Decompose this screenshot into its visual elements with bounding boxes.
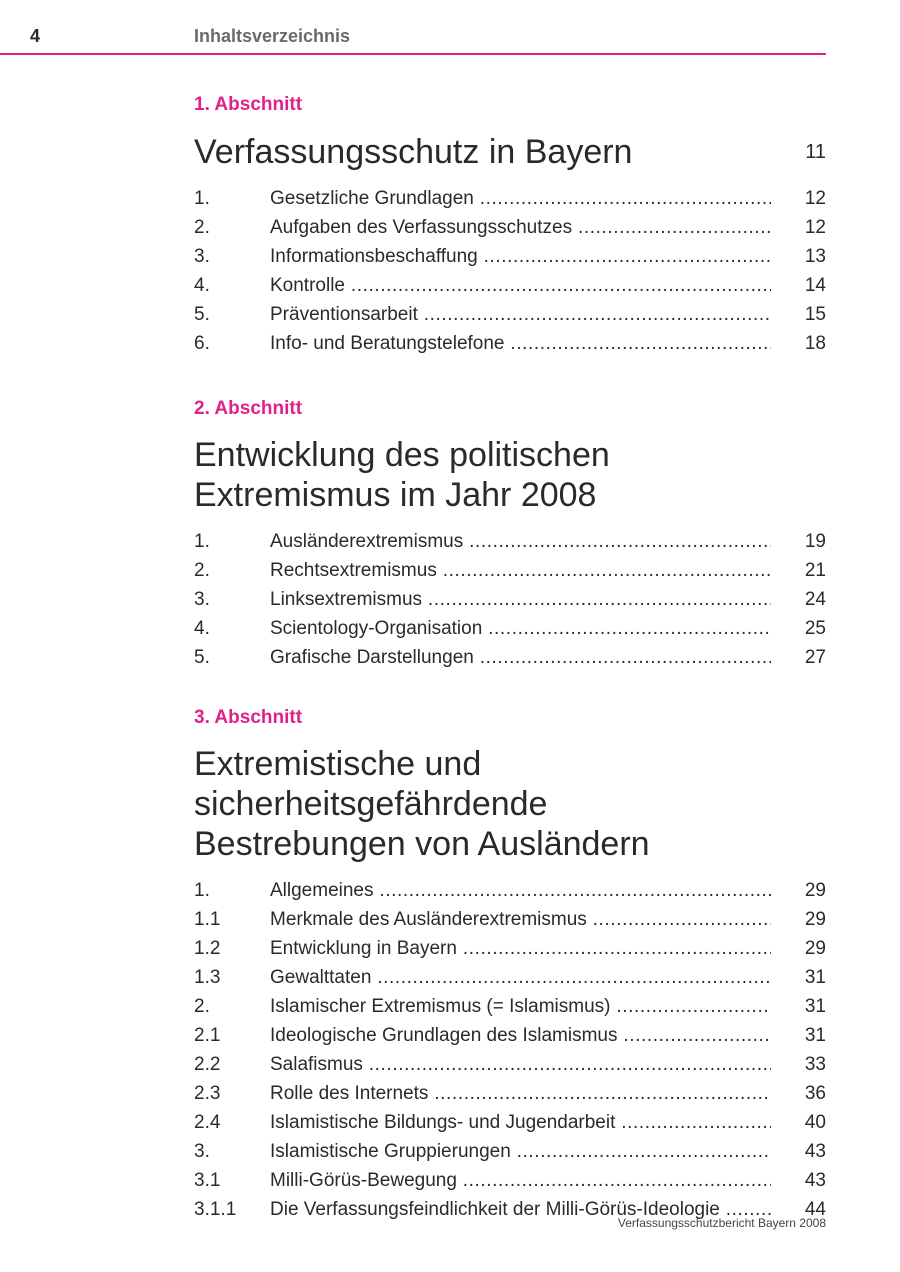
toc-entry[interactable] [194, 992, 826, 1021]
toc-entry[interactable] [194, 271, 826, 300]
entry-title: Ideologische Grundlagen des Islamismus ..... [270, 1021, 771, 1050]
entry-title: Milli-Görüs-Bewegung ..... [270, 1166, 771, 1195]
entry-title: Rechtsextremismus ..... [270, 556, 771, 585]
entry-title: Informationsbeschaffung ..... [270, 242, 771, 271]
entry-number: 2.4 [194, 1112, 221, 1133]
page-header [0, 0, 826, 55]
section-title-line: Extremismus im Jahr 2008 [194, 476, 597, 514]
toc-section-3 [194, 707, 826, 1224]
entry-page: 24 [804, 589, 826, 610]
toc-entry[interactable] [194, 1050, 826, 1079]
entry-page: 19 [804, 531, 826, 552]
toc-entry[interactable] [194, 963, 826, 992]
entry-page: 29 [804, 938, 826, 959]
entry-page: 25 [804, 618, 826, 639]
entry-title: Scientology-Organisation ..... [270, 614, 771, 643]
section-title-line: Entwicklung des politischen [194, 436, 610, 474]
entry-number: 3.1.1 [194, 1199, 237, 1220]
entry-title: Merkmale des Ausländerextremismus ..... [270, 905, 771, 934]
entry-page: 33 [804, 1054, 826, 1075]
entry-number: 2.1 [194, 1025, 221, 1046]
entry-title: Kontrolle ..... [270, 271, 771, 300]
toc-entry[interactable] [194, 614, 826, 643]
entry-title: Islamistische Gruppierungen ..... [270, 1137, 771, 1166]
entry-number: 1. [194, 880, 210, 901]
toc-entry[interactable] [194, 1166, 826, 1195]
entry-number: 1. [194, 188, 210, 209]
toc-entry[interactable] [194, 1021, 826, 1050]
entry-number: 1. [194, 531, 210, 552]
entry-title: Gesetzliche Grundlagen ..... [270, 184, 771, 213]
entry-number: 3. [194, 589, 210, 610]
toc-section-1 [194, 94, 826, 358]
entry-title: Salafismus ..... [270, 1050, 771, 1079]
entry-number: 1.1 [194, 909, 221, 930]
entry-number: 2. [194, 996, 210, 1017]
page-number: 4 [30, 26, 41, 46]
entry-title: Ausländerextremismus ..... [270, 527, 771, 556]
running-title: Inhaltsverzeichnis [194, 26, 351, 46]
entry-title: Info- und Beratungstelefone ..... [270, 329, 771, 358]
entry-page: 31 [804, 967, 826, 988]
entry-number: 5. [194, 647, 210, 668]
toc-entry[interactable] [194, 876, 826, 905]
toc-entry[interactable] [194, 242, 826, 271]
entry-title: Die Verfassungsfeindlichkeit der Milli-Görüs-Ideologie ..... [270, 1195, 771, 1224]
entry-page: 12 [804, 188, 826, 209]
toc-entry[interactable] [194, 643, 826, 672]
toc-entry[interactable] [194, 585, 826, 614]
toc-entry[interactable] [194, 905, 826, 934]
entry-title: Islamistische Bildungs- und Jugendarbeit ..... [270, 1108, 771, 1137]
toc-entry[interactable] [194, 184, 826, 213]
entry-page: 15 [804, 304, 826, 325]
section-page: 11 [805, 141, 826, 163]
section-label: 3. Abschnitt [194, 707, 303, 728]
entry-number: 3. [194, 1141, 210, 1162]
toc-entry[interactable] [194, 1108, 826, 1137]
entry-number: 5. [194, 304, 210, 325]
entry-number: 6. [194, 333, 210, 354]
entry-page: 44 [804, 1199, 826, 1220]
toc-section-2 [194, 398, 826, 672]
section-title-line: Extremistische und sicherheitsgefährdende [194, 745, 548, 823]
entry-title: Linksextremismus ..... [270, 585, 771, 614]
entry-title: Präventionsarbeit ..... [270, 300, 771, 329]
entry-title: Entwicklung in Bayern ..... [270, 934, 771, 963]
entry-page: 40 [804, 1112, 826, 1133]
toc-entry[interactable] [194, 1137, 826, 1166]
entry-page: 43 [804, 1141, 826, 1162]
toc-entry[interactable] [194, 1079, 826, 1108]
toc-entry[interactable] [194, 556, 826, 585]
entry-page: 13 [804, 246, 826, 267]
section-title [194, 744, 826, 864]
entry-number: 1.3 [194, 967, 221, 988]
section-title [194, 435, 826, 515]
section-title-line: Bestrebungen von Ausländern [194, 825, 650, 863]
entry-number: 1.2 [194, 938, 221, 959]
entry-page: 31 [804, 1025, 826, 1046]
section-label: 1. Abschnitt [194, 94, 303, 115]
entry-number: 2. [194, 560, 210, 581]
toc-entry[interactable] [194, 329, 826, 358]
entry-page: 36 [804, 1083, 826, 1104]
entry-number: 2.2 [194, 1054, 221, 1075]
entry-page: 27 [804, 647, 826, 668]
entry-number: 3. [194, 246, 210, 267]
toc-entry[interactable] [194, 527, 826, 556]
entry-page: 31 [804, 996, 826, 1017]
page-footer: Verfassungsschutzbericht Bayern 2008 [617, 1216, 826, 1230]
entry-title: Aufgaben des Verfassungsschutzes ..... [270, 213, 771, 242]
section-title [194, 132, 826, 172]
entry-number: 2. [194, 217, 210, 238]
entry-page: 29 [804, 880, 826, 901]
entry-title: Grafische Darstellungen ..... [270, 643, 771, 672]
entry-title: Islamischer Extremismus (= Islamismus) ..... [270, 992, 771, 1021]
entry-page: 29 [804, 909, 826, 930]
entry-title: Rolle des Internets ..... [270, 1079, 771, 1108]
entry-title: Gewalttaten ..... [270, 963, 771, 992]
entry-page: 12 [804, 217, 826, 238]
toc-entry[interactable] [194, 213, 826, 242]
entry-title: Allgemeines ..... [270, 876, 771, 905]
entry-number: 4. [194, 618, 210, 639]
entry-page: 18 [804, 333, 826, 354]
entry-number: 4. [194, 275, 210, 296]
section-title-line: Verfassungsschutz in Bayern [194, 133, 633, 171]
entry-number: 2.3 [194, 1083, 221, 1104]
toc-entry[interactable] [194, 300, 826, 329]
section-label: 2. Abschnitt [194, 398, 303, 419]
toc-entry[interactable] [194, 934, 826, 963]
entry-number: 3.1 [194, 1170, 221, 1191]
entry-page: 14 [804, 275, 826, 296]
entry-page: 21 [804, 560, 826, 581]
entry-page: 43 [804, 1170, 826, 1191]
